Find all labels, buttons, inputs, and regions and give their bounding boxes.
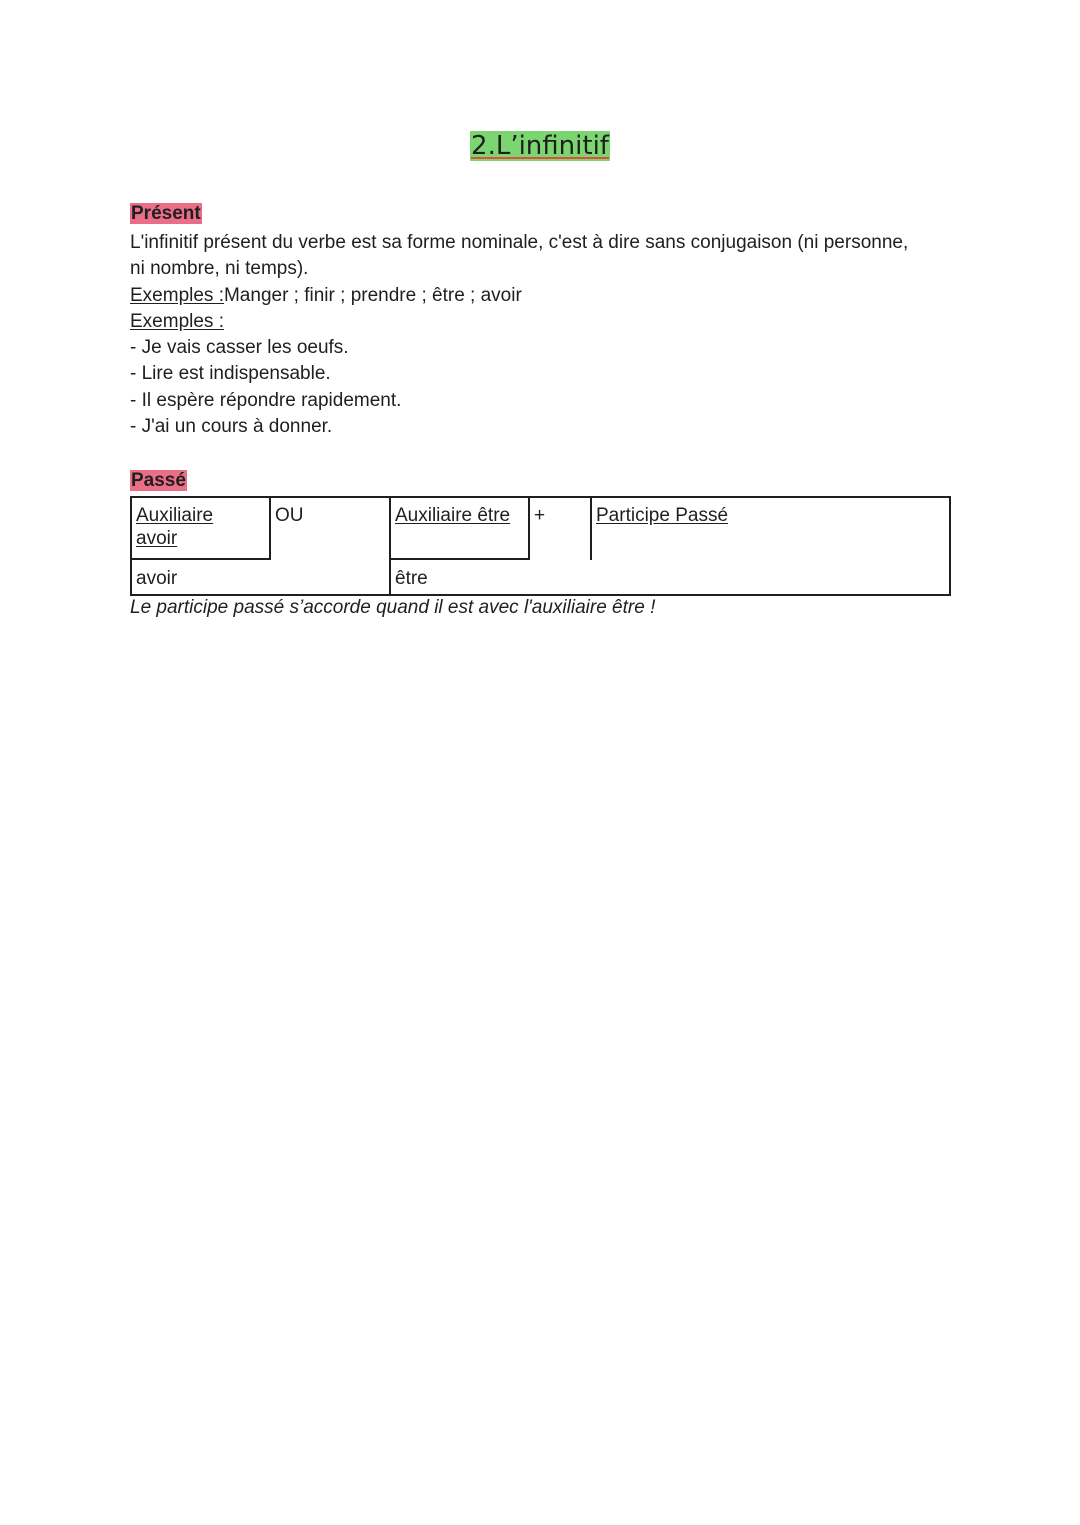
example-sentence: - Il espère répondre rapidement. [130, 389, 402, 411]
table-cell-plus [530, 498, 590, 558]
auxiliaire-avoir-line-2: avoir [136, 528, 178, 549]
passe-formation-table [130, 496, 951, 596]
auxiliaire-etre-text: Auxiliaire être [395, 505, 511, 526]
definition-line-2: ni nombre, ni temps). [130, 258, 309, 280]
table-cell-auxiliaire-etre [389, 498, 530, 560]
examples-inline-list: Manger ; finir ; prendre ; être ; avoir [223, 284, 522, 306]
participe-passe-text: Participe Passé [596, 505, 729, 526]
avoir-text: avoir [136, 568, 178, 589]
table-cell-avoir [132, 560, 390, 594]
passe-heading-text: Passé [131, 470, 186, 491]
present-heading-text: Présent [131, 203, 201, 224]
table-cell-ou [271, 498, 390, 558]
example-sentence: - J'ai un cours à donner. [130, 416, 333, 438]
plus-sign: + [534, 505, 546, 526]
etre-text: être [395, 568, 428, 589]
examples-label-row [130, 309, 960, 335]
examples-label: Exemples : [130, 310, 224, 332]
table-cell-participe-passe [590, 498, 949, 560]
page-title-text: 2.L’infinitif [471, 131, 609, 161]
example-sentence: - Lire est indispensable. [130, 363, 331, 385]
examples-inline-row [130, 283, 960, 309]
table-cell-auxiliaire-avoir [132, 498, 271, 560]
page-title [0, 128, 1080, 164]
table-cell-etre [389, 558, 949, 594]
passe-heading [130, 469, 187, 493]
ou-text: OU [275, 505, 304, 526]
auxiliaire-avoir-line-1: Auxiliaire [136, 505, 214, 526]
present-section-body [130, 230, 960, 440]
definition-line-1: L'infinitif présent du verbe est sa forme nominale, c'est à dire sans conjugaison (ni personne, [130, 232, 909, 253]
present-heading [130, 202, 202, 226]
agreement-note: Le participe passé s’accorde quand il est avec l'auxiliaire être ! [130, 597, 656, 618]
example-sentence: - Je vais casser les oeufs. [130, 337, 349, 359]
examples-label: Exemples : [130, 284, 224, 306]
